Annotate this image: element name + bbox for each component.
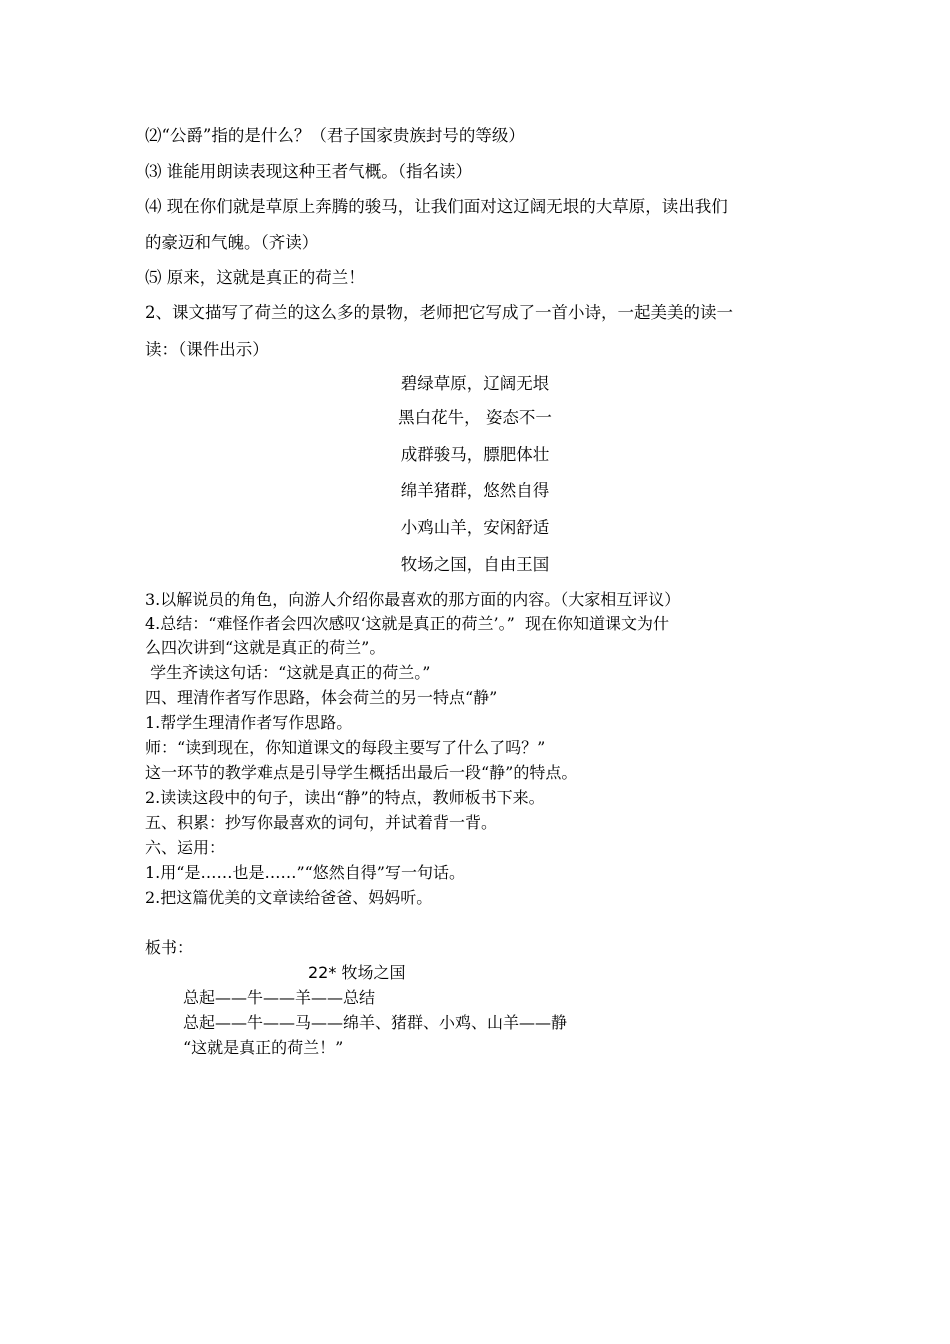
part-4-title: 四、理清作者写作思路，体会荷兰的另一特点“静” <box>145 688 498 707</box>
part-6-item-2: 2.把这篇优美的文章读给爸爸、妈妈听。 <box>145 888 433 907</box>
item-4-line-3: 学生齐读这句话：“这就是真正的荷兰。” <box>145 663 431 682</box>
blackboard-row-3: “这就是真正的荷兰！” <box>183 1038 344 1057</box>
poem-line: 小鸡山羊，安闲舒适 <box>400 518 550 537</box>
item-3: 3.以解说员的角色，向游人介绍你最喜欢的那方面的内容。（大家相互评议） <box>145 590 681 609</box>
item-4-line-1: 4.总结：“难怪作者会四次感叹‘这就是真正的荷兰’。” 现在你知道课文为什 <box>145 614 669 633</box>
poem-line: 黑白花牛， 姿态不一 <box>398 408 552 427</box>
teacher-line: 师：“读到现在，你知道课文的每段主要写了什么了吗？” <box>145 738 546 757</box>
part-5-title: 五、积累：抄写你最喜欢的词句，并试着背一背。 <box>145 813 498 832</box>
part-4-item-2: 2.读读这段中的句子，读出“静”的特点，教师板书下来。 <box>145 788 545 807</box>
part-6-item-1: 1.用“是……也是……”“悠然自得”写一句话。 <box>145 863 465 882</box>
difficulty-line: 这一环节的教学难点是引导学生概括出最后一段“静”的特点。 <box>145 763 578 782</box>
item-4-line-2: 么四次讲到“这就是真正的荷兰”。 <box>145 638 386 657</box>
blackboard-row-2: 总起——牛——马——绵羊、猪群、小鸡、山羊——静 <box>183 1013 568 1032</box>
question-5: ⑸ 原来，这就是真正的荷兰！ <box>145 268 365 287</box>
blackboard-title: 22* 牧场之国 <box>308 963 406 982</box>
poem-line: 成群骏马，膘肥体壮 <box>400 445 550 464</box>
question-2: ⑵“公爵”指的是什么？（君子国家贵族封号的等级） <box>145 126 525 145</box>
part-6-title: 六、运用： <box>145 838 226 857</box>
blackboard-label: 板书： <box>145 938 194 957</box>
poem-line: 碧绿草原，辽阔无垠 <box>400 374 550 393</box>
blackboard-row-1: 总起——牛——羊——总结 <box>183 988 376 1007</box>
question-3: ⑶ 谁能用朗读表现这种王者气概。（指名读） <box>145 162 472 181</box>
part-4-item-1: 1.帮学生理清作者写作思路。 <box>145 713 353 732</box>
question-4-line-1: ⑷ 现在你们就是草原上奔腾的骏马，让我们面对这辽阔无垠的大草原，读出我们 <box>145 197 728 216</box>
poem-line: 牧场之国，自由王国 <box>400 555 550 574</box>
poem-line: 绵羊猪群，悠然自得 <box>400 481 550 500</box>
question-4-line-2: 的豪迈和气魄。（齐读） <box>145 233 319 252</box>
item-2-line-1: 2、课文描写了荷兰的这么多的景物，老师把它写成了一首小诗，一起美美的读一 <box>145 303 733 322</box>
item-2-line-2: 读：（课件出示） <box>145 340 269 359</box>
